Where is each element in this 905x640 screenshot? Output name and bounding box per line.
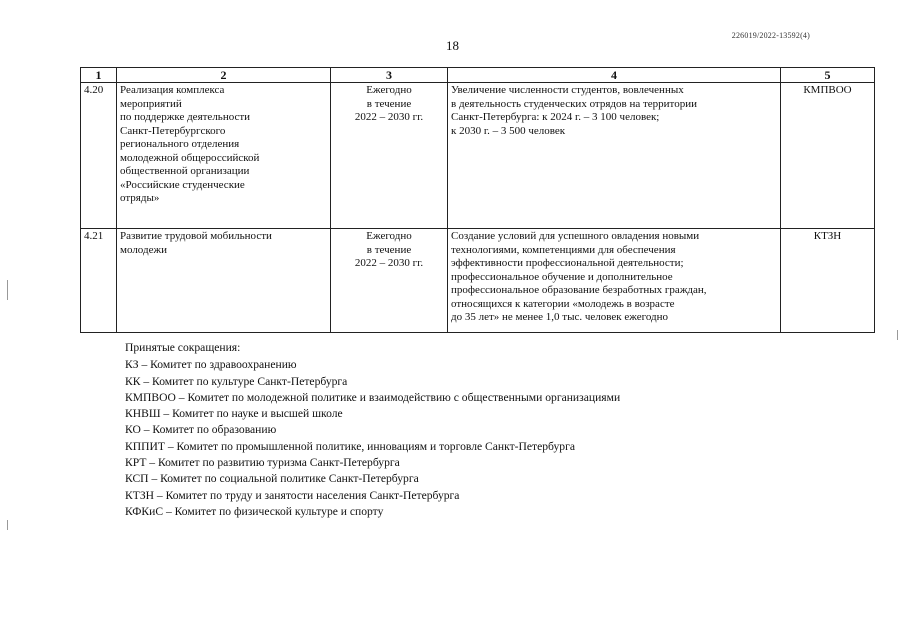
abbreviation-item: КЗ – Комитет по здравоохранению — [125, 358, 297, 372]
abbreviation-item: КФКиС – Комитет по физической культуре и спорту — [125, 504, 384, 518]
table-header-row — [81, 68, 875, 83]
column-header-3: 3 — [331, 68, 448, 83]
abbreviation-item: КППИТ – Комитет по промышленной политике, инновациям и торговле Санкт-Петербурга — [125, 439, 575, 453]
activity-cell: Реализация комплекса мероприятий по поддержке деятельности Санкт-Петербургского регионального отделения молодежной общероссийской общественной организации «Российские студенческие отряды» — [117, 83, 331, 229]
period-cell: Ежегодно в течение 2022 – 2030 гг. — [331, 83, 448, 229]
abbreviations-list — [125, 340, 845, 520]
table-row — [81, 229, 875, 333]
activity-cell: Развитие трудовой мобильности молодежи — [117, 229, 331, 333]
responsible-cell: КТЗН — [781, 229, 875, 333]
column-header-2: 2 — [117, 68, 331, 83]
document-code: 226019/2022-13592(4) — [731, 31, 810, 40]
abbreviation-item: КСП – Комитет по социальной политике Санкт-Петербурга — [125, 472, 419, 486]
responsible-cell: КМПВОО — [781, 83, 875, 229]
abbreviation-item: КТЗН – Комитет по труду и занятости населения Санкт-Петербурга — [125, 488, 460, 502]
plan-table — [80, 67, 875, 333]
row-number: 4.21 — [81, 229, 117, 333]
period-cell: Ежегодно в течение 2022 – 2030 гг. — [331, 229, 448, 333]
column-header-1: 1 — [81, 68, 117, 83]
abbreviations-heading: Принятые сокращения: — [125, 341, 241, 354]
row-number: 4.20 — [81, 83, 117, 229]
scan-margin-mark — [7, 280, 8, 300]
scan-margin-mark — [897, 330, 898, 340]
result-cell: Создание условий для успешного овладения новыми технологиями, компетенциями для обеспечения эффективности профессиональной деятельности; профессиональное обучение и дополнительное профессиональное образование безработных граждан, относящихся к категории «молодежь в возрасте до 35 лет» не менее 1,0 тыс. человек ежегодно — [448, 229, 781, 333]
page-number: 18 — [446, 38, 459, 53]
abbreviation-item: КК – Комитет по культуре Санкт-Петербурга — [125, 374, 348, 388]
table-row — [81, 83, 875, 229]
abbreviation-item: КРТ – Комитет по развитию туризма Санкт-Петербурга — [125, 456, 400, 470]
abbreviation-item: КНВШ – Комитет по науке и высшей школе — [125, 407, 343, 421]
column-header-4: 4 — [448, 68, 781, 83]
abbreviation-item: КМПВОО – Комитет по молодежной политике и взаимодействию с общественными организациями — [125, 390, 621, 404]
result-cell: Увеличение численности студентов, вовлеченных в деятельность студенческих отрядов на территории Санкт-Петербурга: к 2024 г. – 3 100 человек; к 2030 г. – 3 500 человек — [448, 83, 781, 229]
scan-margin-mark — [7, 520, 8, 530]
abbreviation-item: КО – Комитет по образованию — [125, 423, 277, 437]
column-header-5: 5 — [781, 68, 875, 83]
